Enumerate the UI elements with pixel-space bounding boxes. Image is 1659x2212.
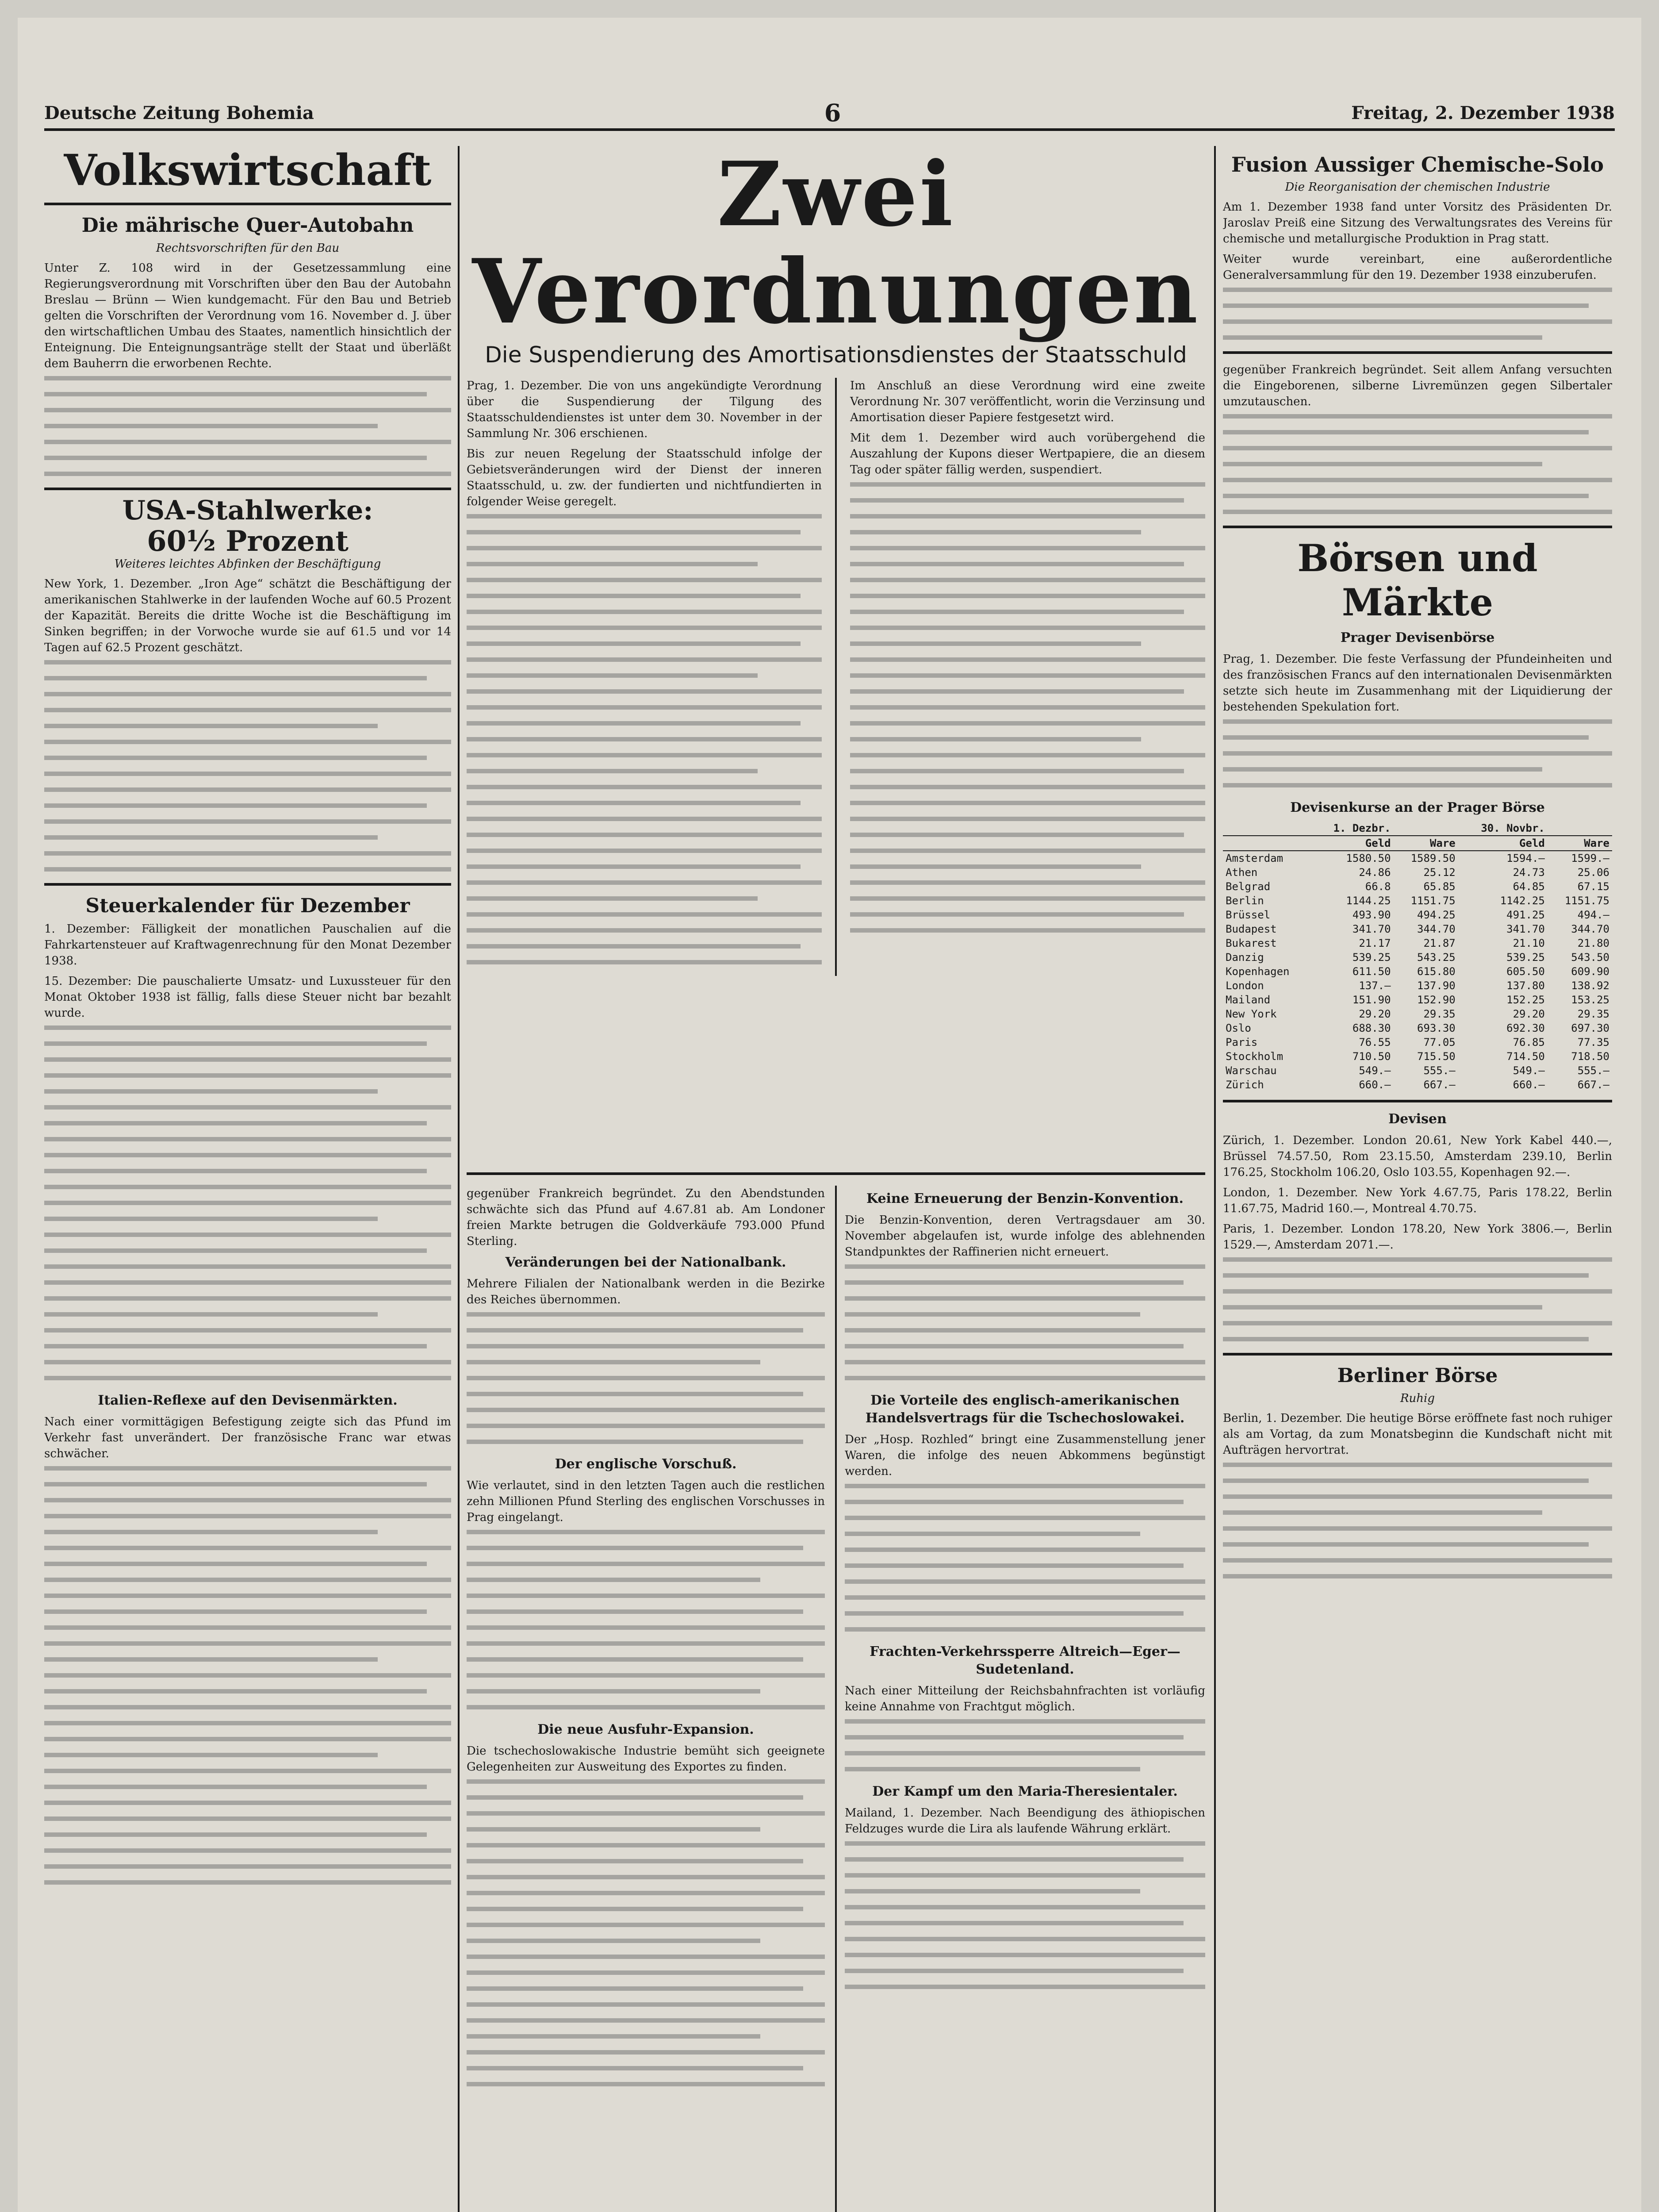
article-title-italy-reflex: Italien-Reflexe auf den Devisenmärkten. (98, 1393, 398, 1408)
lower-head-2: Der englische Vorschuß. (555, 1456, 737, 1472)
rates-city: Amsterdam (1226, 852, 1284, 864)
rates-value: 344.70 (1571, 923, 1609, 935)
rates-value: 29.35 (1577, 1008, 1609, 1020)
rates-value: 29.35 (1423, 1008, 1456, 1020)
berlin-title: Berliner Börse (1337, 1364, 1498, 1387)
rates-value: 605.50 (1506, 965, 1545, 978)
main-headline: Zwei Verordnungen (472, 146, 1200, 344)
rates-value: 1151.75 (1410, 895, 1456, 907)
rates-value: 153.25 (1571, 994, 1609, 1006)
article-body-fusion-1: Am 1. Dezember 1938 fand unter Vorsitz des Präsidenten Dr. Jaroslav Preiß eine Sitzung des Verwaltungsrates des Vereins für chemische und metallurgische Produktion in Prag statt. (1223, 200, 1612, 246)
column-rule-left (458, 146, 460, 2212)
lower-head-frachten: Frachten-Verkehrssperre Altreich—Eger—Sudetenland. (870, 1644, 1180, 1677)
rates-value: 493.90 (1352, 909, 1391, 921)
rates-value: 715.50 (1417, 1050, 1456, 1063)
rates-value: 25.06 (1577, 866, 1609, 879)
rates-row (1223, 936, 1612, 950)
lower-body-3: Wie verlautet, sind in den letzten Tagen auch die restlichen zehn Millionen Pfund Sterling des englischen Vorschusses in Prag eingelangt. (467, 1479, 825, 1524)
rates-city: Zürich (1226, 1079, 1264, 1091)
rates-value: 1599.— (1571, 852, 1609, 864)
article-sub-autobahn: Rechtsvorschriften für den Bau (156, 242, 340, 255)
rates-col-header (1223, 821, 1312, 836)
article-title-fusion: Fusion Aussiger Chemische-Solo (1231, 153, 1604, 177)
rates-value: 543.25 (1417, 951, 1456, 964)
lower-body-4: Die tschechoslowakische Industrie bemüht sich geeignete Gelegenheiten zur Ausweitung des Exportes zu finden. (467, 1744, 825, 1774)
rates-row (1223, 964, 1612, 979)
lower-head-1: Veränderungen bei der Nationalbank. (505, 1255, 786, 1270)
rates-value: 137.90 (1417, 979, 1456, 992)
article-body-fusion-2: Weiter wurde vereinbart, eine außerordentliche Generalversammlung für den 19. Dezember 1938 einzuberufen. (1223, 253, 1612, 282)
rates-city: Stockholm (1226, 1050, 1284, 1063)
rates-value: 494.25 (1417, 909, 1456, 921)
rates-row (1223, 865, 1612, 879)
rates-value: 710.50 (1352, 1050, 1391, 1063)
rates-city: New York (1226, 1008, 1277, 1020)
rates-value: 341.70 (1352, 923, 1391, 935)
article-sub-usa-steel: Weiteres leichtes Abfinken der Beschäftigung (114, 557, 381, 571)
rates-value: 344.70 (1417, 923, 1456, 935)
rates-row (1223, 922, 1612, 936)
rates-value: 697.30 (1571, 1022, 1609, 1034)
rates-city: Budapest (1226, 923, 1277, 935)
rates-value: 1589.50 (1410, 852, 1456, 864)
section-title-markets: Börsen und Märkte (1297, 536, 1538, 624)
rates-value: 29.20 (1359, 1008, 1391, 1020)
rates-value: 66.8 (1365, 880, 1391, 893)
article-title-usa-steel-percent: 60½ Prozent (147, 525, 349, 558)
rates-value: 555.— (1577, 1064, 1609, 1077)
rates-value: 21.17 (1359, 937, 1391, 949)
rates-value: 1594.— (1506, 852, 1545, 864)
rates-value: 555.— (1423, 1064, 1456, 1077)
rates-value: 1142.25 (1500, 895, 1545, 907)
rates-city: Mailand (1226, 994, 1271, 1006)
rates-table (1223, 821, 1612, 1092)
rates-col-header (1394, 821, 1458, 836)
rates-value: 65.85 (1423, 880, 1456, 893)
rates-value: 64.85 (1513, 880, 1545, 893)
rates-value: 137.— (1359, 979, 1391, 992)
lower-body-benzin: Die Benzin-Konvention, deren Vertragsdauer am 30. November abgelaufen ist, wurde infolge des ablehnenden Standpunktes der Raffinerien nicht erneuert. (845, 1214, 1205, 1259)
rates-row (1223, 1049, 1612, 1064)
rates-city: Brüssel (1226, 909, 1271, 921)
devisen-body-2: London, 1. Dezember. New York 4.67.75, Paris 178.22, Berlin 11.67.75, Madrid 160.—, Montreal 4.70.75. (1223, 1186, 1612, 1215)
page-number: 6 (824, 99, 841, 127)
center-column (467, 146, 1205, 1164)
rates-city: Oslo (1226, 1022, 1251, 1034)
article-body-autobahn: Unter Z. 108 wird in der Gesetzessammlung eine Regierungsverordnung mit Vorschriften über den Bau der Autobahn Breslau — Brünn — Wien kundgemacht. Für den Bau und Betrieb gelten die Vorschriften der Verordnung vom 16. November d. J. über den wirtschaftlichen Umbau des Staates, namentlich hinsichtlich der Enteignung. Die Enteignungsanträge stellt der Staat und überläßt dem Bauherrn die erworbenen Rechte. (44, 261, 451, 370)
rates-city: Paris (1226, 1036, 1258, 1048)
left-column (44, 146, 451, 2212)
rates-col-subheader (1223, 836, 1312, 851)
rates-col-subheader: Geld (1312, 836, 1393, 851)
rates-value: 615.80 (1417, 965, 1456, 978)
rates-row (1223, 851, 1612, 865)
rates-city: Berlin (1226, 895, 1264, 907)
rates-col-header (1548, 821, 1612, 836)
issue-date: Freitag, 2. Dezember 1938 (1351, 102, 1615, 123)
rates-value: 25.12 (1423, 866, 1456, 879)
rates-value: 21.80 (1577, 937, 1609, 949)
right-column (1223, 146, 1612, 2212)
rates-col-subheader: Ware (1394, 836, 1458, 851)
rates-city: London (1226, 979, 1264, 992)
rates-row (1223, 979, 1612, 993)
rates-row (1223, 1007, 1612, 1021)
article-title-autobahn: Die mährische Quer-Autobahn (81, 214, 414, 237)
rates-title: Devisenkurse an der Prager Börse (1290, 800, 1545, 815)
lower-head-handel: Die Vorteile des englisch-amerikanischen Handelsvertrags für die Tschechoslowakei. (865, 1393, 1185, 1426)
center-body-4: Mit dem 1. Dezember wird auch vorübergehend die Auszahlung der Kupons dieser Wertpapiere, die an diesem Tag oder später fällig werden, suspendiert. (850, 431, 1205, 476)
rates-value: 549.— (1513, 1064, 1545, 1077)
bourse-sub: Prager Devisenbörse (1340, 630, 1495, 645)
lower-body-handel: Der „Hosp. Rozhled“ bringt eine Zusammenstellung jener Waren, die infolge des neuen Abkommens begünstigt werden. (845, 1433, 1205, 1478)
rates-value: 151.90 (1352, 994, 1391, 1006)
rates-row (1223, 894, 1612, 908)
rates-row (1223, 1078, 1612, 1092)
rates-row (1223, 993, 1612, 1007)
center-divider (467, 1172, 1205, 1175)
rates-value: 77.35 (1577, 1036, 1609, 1048)
rates-value: 21.10 (1513, 937, 1545, 949)
rates-value: 137.80 (1506, 979, 1545, 992)
rates-value: 609.90 (1571, 965, 1609, 978)
article-body-usa-steel: New York, 1. Dezember. „Iron Age“ schätzt die Beschäftigung der amerikanischen Stahlwerke in der laufenden Woche auf 60.5 Prozent der Kapazität. Bereits die dritte Woche ist die Beschäftigung im Sinken begriffen; in der Vorwoche wurde sie auf 61.5 und vor 14 Tagen auf 62.5 Prozent geschätzt. (44, 577, 451, 654)
rates-value: 491.25 (1506, 909, 1545, 921)
lower-head-benzin: Keine Erneuerung der Benzin-Konvention. (866, 1191, 1184, 1206)
paper-name: Deutsche Zeitung Bohemia (44, 102, 314, 123)
berlin-sub: Ruhig (1400, 1392, 1435, 1405)
lower-body-2: Mehrere Filialen der Nationalbank werden in die Bezirke des Reiches übernommen. (467, 1277, 825, 1306)
section-title-economy: Volkswirtschaft (64, 146, 432, 195)
rates-value: 76.85 (1513, 1036, 1545, 1048)
rates-value: 29.20 (1513, 1008, 1545, 1020)
center-body-3: Im Anschluß an diese Verordnung wird eine zweite Verordnung Nr. 307 veröffentlicht, worin die Verzinsung und Amortisation dieser Papiere festgesetzt wird. (850, 379, 1205, 424)
rates-row (1223, 1035, 1612, 1049)
rates-value: 667.— (1577, 1079, 1609, 1091)
rates-value: 718.50 (1571, 1050, 1609, 1063)
lower-head-taler: Der Kampf um den Maria-Theresientaler. (872, 1784, 1178, 1799)
main-subheadline: Die Suspendierung des Amortisationsdienstes der Staatsschuld (485, 342, 1187, 368)
rates-value: 341.70 (1506, 923, 1545, 935)
lower-body-1: gegenüber Frankreich begründet. Zu den Abendstunden schwächte sich das Pfund auf 4.67.81 ab. Am Londoner freien Markte betrugen die Goldverkäufe 793.000 Pfund Sterling. (467, 1187, 825, 1248)
rates-city: Bukarest (1226, 937, 1277, 949)
rates-value: 494.— (1577, 909, 1609, 921)
rates-value: 543.50 (1571, 951, 1609, 964)
rates-value: 21.87 (1423, 937, 1456, 949)
rates-row (1223, 1064, 1612, 1078)
rates-value: 152.25 (1506, 994, 1545, 1006)
lower-body-frachten: Nach einer Mitteilung der Reichsbahnfrachten ist vorläufig keine Annahme von Frachtgut möglich. (845, 1684, 1205, 1713)
rates-value: 667.— (1423, 1079, 1456, 1091)
rates-value: 76.55 (1359, 1036, 1391, 1048)
rates-value: 152.90 (1417, 994, 1456, 1006)
article-body-italy-reflex: Nach einer vormittägigen Befestigung zeigte sich das Pfund im Verkehr fast unverändert. Der französische Franc war etwas schwächer. (44, 1415, 451, 1460)
rates-col-header: 1. Dezbr. (1312, 821, 1393, 836)
article-title-tax-calendar: Steuerkalender für Dezember (85, 895, 410, 917)
rates-value: 539.25 (1506, 951, 1545, 964)
page-header (44, 97, 1615, 131)
rates-value: 611.50 (1352, 965, 1391, 978)
devisen-body-1: Zürich, 1. Dezember. London 20.61, New York Kabel 440.—, Brüssel 74.57.50, Rom 23.15.50, Amsterdam 239.10, Berlin 176.25, Stockholm 106.20, Oslo 103.55, Kopenhagen 92.—. (1223, 1134, 1612, 1179)
devisen-sub: Devisen (1388, 1111, 1447, 1127)
center-col-b (850, 378, 1205, 976)
rates-city: Belgrad (1226, 880, 1271, 893)
rates-value: 1151.75 (1564, 895, 1609, 907)
berlin-body: Berlin, 1. Dezember. Die heutige Börse eröffnete fast noch ruhiger als am Vortag, da zum Monatsbeginn die Kundschaft nicht mit Aufträgen hervortrat. (1223, 1412, 1612, 1457)
rates-value: 714.50 (1506, 1050, 1545, 1063)
article-sub-fusion: Die Reorganisation der chemischen Industrie (1285, 180, 1550, 194)
lower-head-3: Die neue Ausfuhr-Expansion. (537, 1722, 754, 1737)
devisen-body-3: Paris, 1. Dezember. London 178.20, New York 3806.—, Berlin 1529.—, Amsterdam 2071.—. (1223, 1222, 1612, 1252)
bourse-body: Prag, 1. Dezember. Die feste Verfassung der Pfundeinheiten und des französischen Francs auf den internationalen Devisenmärkten setzte sich heute im Zusammenhang mit der Liquidierung der bestehenden Spekulation fort. (1223, 653, 1612, 714)
rates-row (1223, 879, 1612, 894)
article-title-usa-steel: USA-Stahlwerke: (122, 495, 373, 526)
rates-value: 688.30 (1352, 1022, 1391, 1034)
rates-value: 549.— (1359, 1064, 1391, 1077)
rates-city: Warschau (1226, 1064, 1277, 1077)
rates-value: 539.25 (1352, 951, 1391, 964)
center-lower-right (845, 1186, 1205, 2212)
center-lower-rule (835, 1186, 837, 2212)
center-col-a (467, 378, 822, 976)
rates-value: 138.92 (1571, 979, 1609, 992)
rates-row (1223, 950, 1612, 964)
rates-row (1223, 1021, 1612, 1035)
rates-col-subheader: Geld (1458, 836, 1548, 851)
rates-city: Danzig (1226, 951, 1264, 964)
center-lower-left (467, 1186, 825, 2212)
rates-subheader-row (1223, 836, 1612, 851)
rates-city: Athen (1226, 866, 1258, 879)
rates-col-subheader: Ware (1548, 836, 1612, 851)
center-body-2: Bis zur neuen Regelung der Staatsschuld infolge der Gebietsveränderungen wird der Dienst der inneren Staatsschuld, u. zw. der fundierten und nichtfundierten in folgender Weise geregelt. (467, 447, 822, 508)
rates-col-header: 30. Novbr. (1458, 821, 1548, 836)
rates-value: 77.05 (1423, 1036, 1456, 1048)
rates-value: 660.— (1513, 1079, 1545, 1091)
article-body-fusion-3: gegenüber Frankreich begründet. Seit allem Anfang versuchten die Eingeborenen, silberne Livremünzen gegen Silbertaler umzutauschen. (1223, 363, 1612, 408)
rates-value: 693.30 (1417, 1022, 1456, 1034)
center-body-1: Prag, 1. Dezember. Die von uns angekündigte Verordnung über die Suspendierung der Tilgung des Staatsschuldendienstes ist unter dem 30. November in der Sammlung Nr. 306 erschienen. (467, 379, 822, 440)
article-body-tax-2: 15. Dezember: Die pauschalierte Umsatz- und Luxussteuer für den Monat Oktober 1938 ist fällig, falls diese Steuer nicht bar bezahlt wurde. (44, 975, 451, 1020)
rates-value: 692.30 (1506, 1022, 1545, 1034)
rates-row (1223, 908, 1612, 922)
column-rule-right (1214, 146, 1216, 2212)
rates-value: 1580.50 (1346, 852, 1391, 864)
rates-city: Kopenhagen (1226, 965, 1290, 978)
newspaper-page (18, 18, 1641, 2212)
rates-value: 1144.25 (1346, 895, 1391, 907)
rates-value: 24.86 (1359, 866, 1391, 879)
article-body-tax-1: 1. Dezember: Fälligkeit der monatlichen Pauschalien auf die Fahrkartensteuer auf Kraftwagenrechnung für den Monat Dezember 1938. (44, 922, 451, 968)
rates-value: 67.15 (1577, 880, 1609, 893)
rates-value: 24.73 (1513, 866, 1545, 879)
lower-body-taler: Mailand, 1. Dezember. Nach Beendigung des äthiopischen Feldzuges wurde die Lira als laufende Währung erklärt. (845, 1806, 1205, 1836)
rates-value: 660.— (1359, 1079, 1391, 1091)
rates-header-row (1223, 821, 1612, 836)
